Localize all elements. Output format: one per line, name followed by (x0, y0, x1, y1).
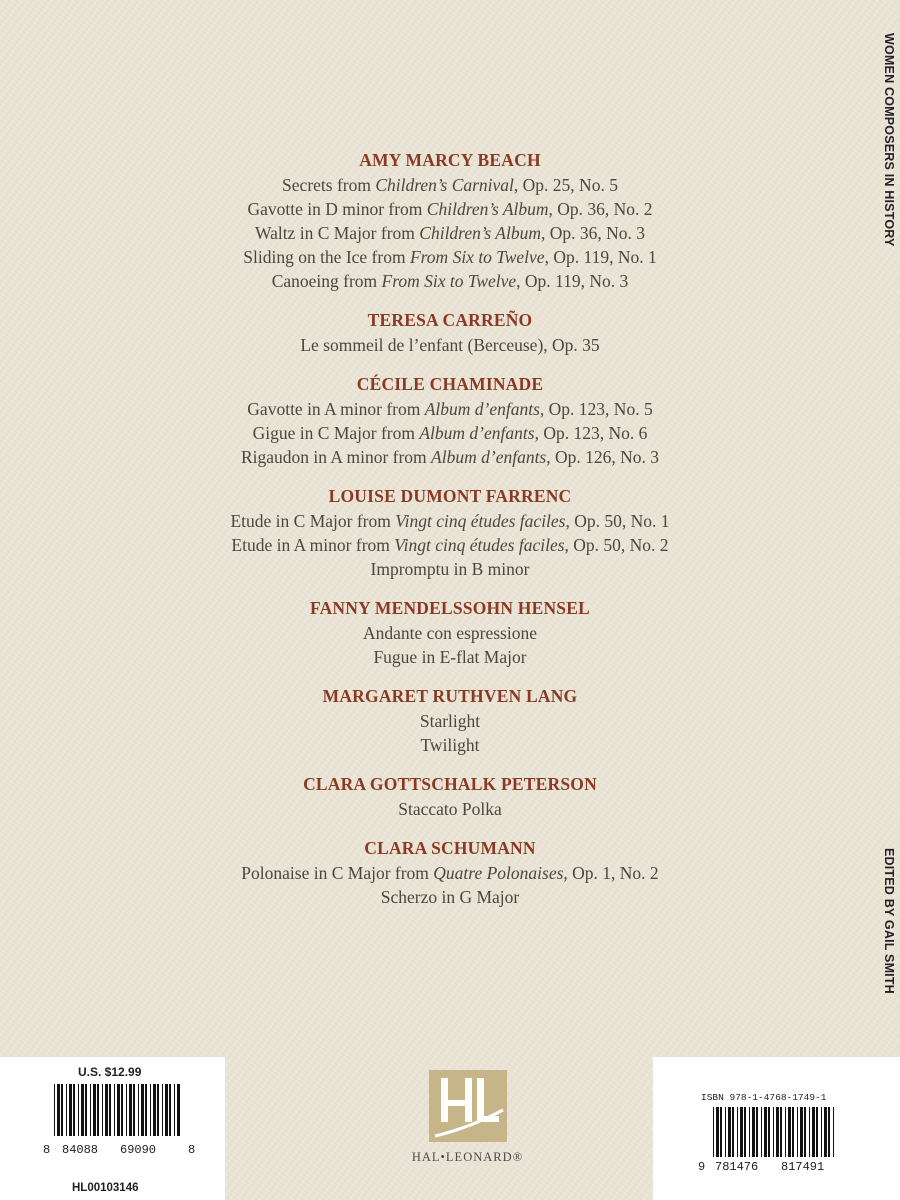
barcode-bar (141, 1084, 144, 1136)
piece-title (0, 269, 900, 293)
piece-title (0, 221, 900, 245)
piece-text: Scherzo in G Major (380, 887, 520, 907)
barcode-bar (145, 1084, 147, 1136)
upc-digits-right: 69090 (120, 1143, 157, 1157)
piece-title (0, 557, 900, 581)
price-barcode-panel (0, 1057, 225, 1200)
piece-title (0, 885, 900, 909)
barcode-bar (117, 1084, 120, 1136)
barcode-bar (81, 1084, 84, 1136)
catalog-number: HL00103146 (72, 1182, 139, 1194)
upc-digits-left: 84088 (62, 1143, 99, 1157)
barcode-bar (716, 1107, 719, 1157)
opus-number: , Op. 50, No. 1 (565, 511, 670, 531)
piece-title (0, 509, 900, 533)
piece-title (0, 797, 900, 821)
table-of-contents (0, 148, 900, 924)
piece-text: Gigue in C Major from (252, 423, 420, 443)
composer-name: CLARA GOTTSCHALK PETERSON (303, 774, 597, 794)
piece-text: Secrets from (282, 175, 376, 195)
barcode-bar (809, 1107, 810, 1157)
piece-title (0, 533, 900, 557)
opus-number: , Op. 50, No. 2 (564, 535, 669, 555)
barcode-bar (73, 1084, 75, 1136)
composer-section (0, 372, 900, 469)
barcode-bar (66, 1084, 67, 1136)
barcode-bar (150, 1084, 151, 1136)
opus-number: , Op. 36, No. 3 (541, 223, 646, 243)
collection-title: Album d’enfants (419, 423, 535, 443)
hal-leonard-logo-icon (429, 1070, 507, 1142)
piece-text: Andante con espressione (363, 623, 537, 643)
opus-number: , Op. 119, No. 1 (544, 247, 657, 267)
collection-title: Album d’enfants (431, 447, 547, 467)
composer-section (0, 484, 900, 581)
barcode-bar (737, 1107, 738, 1157)
piece-text: Gavotte in A minor from (247, 399, 425, 419)
composer-section (0, 308, 900, 357)
ean-digit-prefix: 9 (698, 1160, 706, 1174)
opus-number: , Op. 126, No. 3 (546, 447, 660, 467)
piece-text: Waltz in C Major from (254, 223, 420, 243)
barcode-bar (792, 1107, 794, 1157)
composer-section (0, 596, 900, 669)
publisher-name: HAL•LEONARD® (411, 1150, 524, 1164)
barcode-bar (109, 1084, 111, 1136)
composer-name: TERESA CARREÑO (367, 310, 533, 330)
collection-title: From Six to Twelve (409, 247, 545, 267)
barcode-bar (133, 1084, 135, 1136)
composer-name: CLARA SCHUMANN (364, 838, 536, 858)
barcode-bar (788, 1107, 791, 1157)
barcode-bar (749, 1107, 750, 1157)
piece-title (0, 421, 900, 445)
opus-number: , Op. 36, No. 2 (548, 199, 653, 219)
composer-section (0, 772, 900, 821)
composer-name: CÉCILE CHAMINADE (356, 374, 544, 394)
collection-title: Quatre Polonaises (433, 863, 564, 883)
barcode-bar (725, 1107, 726, 1157)
piece-text: Gavotte in D minor from (247, 199, 427, 219)
barcode-bar (833, 1107, 834, 1157)
piece-text: Polonaise in C Major from (241, 863, 434, 883)
barcode-bar (153, 1084, 156, 1136)
opus-number: , Op. 123, No. 5 (539, 399, 653, 419)
ean-digits-left: 781476 (715, 1160, 759, 1174)
barcode-bar (90, 1084, 91, 1136)
barcode-bar (812, 1107, 815, 1157)
barcode-bar (761, 1107, 762, 1157)
piece-text: Starlight (419, 711, 481, 731)
isbn-barcode (711, 1107, 839, 1157)
piece-title (0, 645, 900, 669)
barcode-bar (740, 1107, 743, 1157)
barcode-bar (69, 1084, 72, 1136)
piece-title (0, 709, 900, 733)
barcode-bar (780, 1107, 782, 1157)
barcode-bar (800, 1107, 803, 1157)
piece-text: Fugue in E-flat Major (373, 647, 527, 667)
piece-title (0, 397, 900, 421)
barcode-bar (129, 1084, 132, 1136)
barcode-bar (157, 1084, 159, 1136)
barcode-bar (744, 1107, 746, 1157)
spine-editor-credit: EDITED BY GAIL SMITH (882, 848, 896, 994)
barcode-bar (776, 1107, 779, 1157)
barcode-bar (126, 1084, 127, 1136)
barcode-bar (114, 1084, 115, 1136)
collection-title: Children’s Carnival (375, 175, 514, 195)
piece-text: Etude in A minor from (231, 535, 395, 555)
piece-title (0, 861, 900, 885)
barcode-bar (177, 1084, 180, 1136)
barcode-bar (102, 1084, 103, 1136)
barcode-bar (785, 1107, 786, 1157)
barcode-bar (797, 1107, 798, 1157)
collection-title: From Six to Twelve (381, 271, 517, 291)
barcode-bar (728, 1107, 731, 1157)
upc-digit-system: 8 (43, 1143, 51, 1157)
barcode-bar (713, 1107, 714, 1157)
barcode-bar (97, 1084, 99, 1136)
piece-text: Sliding on the Ice from (243, 247, 410, 267)
piece-text: Impromptu in B minor (370, 559, 530, 579)
barcode-bar (169, 1084, 171, 1136)
barcode-bar (165, 1084, 168, 1136)
piece-title (0, 733, 900, 757)
barcode-bar (824, 1107, 827, 1157)
ean-digits-right: 817491 (781, 1160, 825, 1174)
opus-number: , Op. 123, No. 6 (534, 423, 648, 443)
collection-title: Vingt cinq études faciles (394, 535, 565, 555)
barcode-bar (105, 1084, 108, 1136)
barcode-bar (804, 1107, 806, 1157)
opus-number: , Op. 1, No. 2 (563, 863, 659, 883)
barcode-bar (816, 1107, 818, 1157)
composer-name: MARGARET RUTHVEN LANG (322, 686, 578, 706)
upc-digit-check: 8 (188, 1143, 196, 1157)
barcode-bar (756, 1107, 758, 1157)
barcode-bar (61, 1084, 63, 1136)
barcode-bar (752, 1107, 755, 1157)
collection-title: Children’s Album (419, 223, 541, 243)
piece-text: Rigaudon in A minor from (240, 447, 432, 467)
piece-title (0, 245, 900, 269)
composer-section (0, 836, 900, 909)
barcode-bar (138, 1084, 139, 1136)
barcode-bar (54, 1084, 55, 1136)
piece-text: Staccato Polka (398, 799, 502, 819)
barcode-bar (174, 1084, 175, 1136)
piece-title (0, 621, 900, 645)
barcode-bar (85, 1084, 87, 1136)
barcode-bar (764, 1107, 767, 1157)
piece-title (0, 173, 900, 197)
composer-name: FANNY MENDELSSOHN HENSEL (310, 598, 590, 618)
composer-name: LOUISE DUMONT FARRENC (328, 486, 572, 506)
barcode-bar (720, 1107, 722, 1157)
price-label: U.S. $12.99 (78, 1065, 142, 1079)
barcode-bar (821, 1107, 822, 1157)
piece-title (0, 333, 900, 357)
piece-title (0, 197, 900, 221)
publisher-logo (405, 1070, 530, 1165)
collection-title: Children’s Album (426, 199, 549, 219)
collection-title: Vingt cinq études faciles (395, 511, 566, 531)
piece-title (0, 445, 900, 469)
barcode-bar (93, 1084, 96, 1136)
isbn-label: ISBN 978-1-4768-1749-1 (701, 1092, 827, 1103)
piece-text: Canoeing from (271, 271, 382, 291)
barcode-bar (78, 1084, 79, 1136)
opus-number: , Op. 119, No. 3 (516, 271, 629, 291)
isbn-barcode-panel (653, 1057, 900, 1200)
barcode-bar (828, 1107, 830, 1157)
piece-text: Le sommeil de l’enfant (Berceuse), Op. 35 (300, 335, 600, 355)
upc-barcode (52, 1084, 182, 1136)
collection-title: Album d’enfants (424, 399, 540, 419)
barcode-bar (768, 1107, 770, 1157)
composer-section (0, 684, 900, 757)
composer-name: AMY MARCY BEACH (359, 150, 541, 170)
barcode-bar (121, 1084, 123, 1136)
barcode-bar (57, 1084, 60, 1136)
barcode-bar (162, 1084, 163, 1136)
barcode-bar (732, 1107, 734, 1157)
spine-series-title: WOMEN COMPOSERS IN HISTORY (882, 33, 896, 247)
opus-number: , Op. 25, No. 5 (513, 175, 618, 195)
piece-text: Etude in C Major from (230, 511, 396, 531)
composer-section (0, 148, 900, 293)
barcode-bar (773, 1107, 774, 1157)
piece-text: Twilight (420, 735, 480, 755)
